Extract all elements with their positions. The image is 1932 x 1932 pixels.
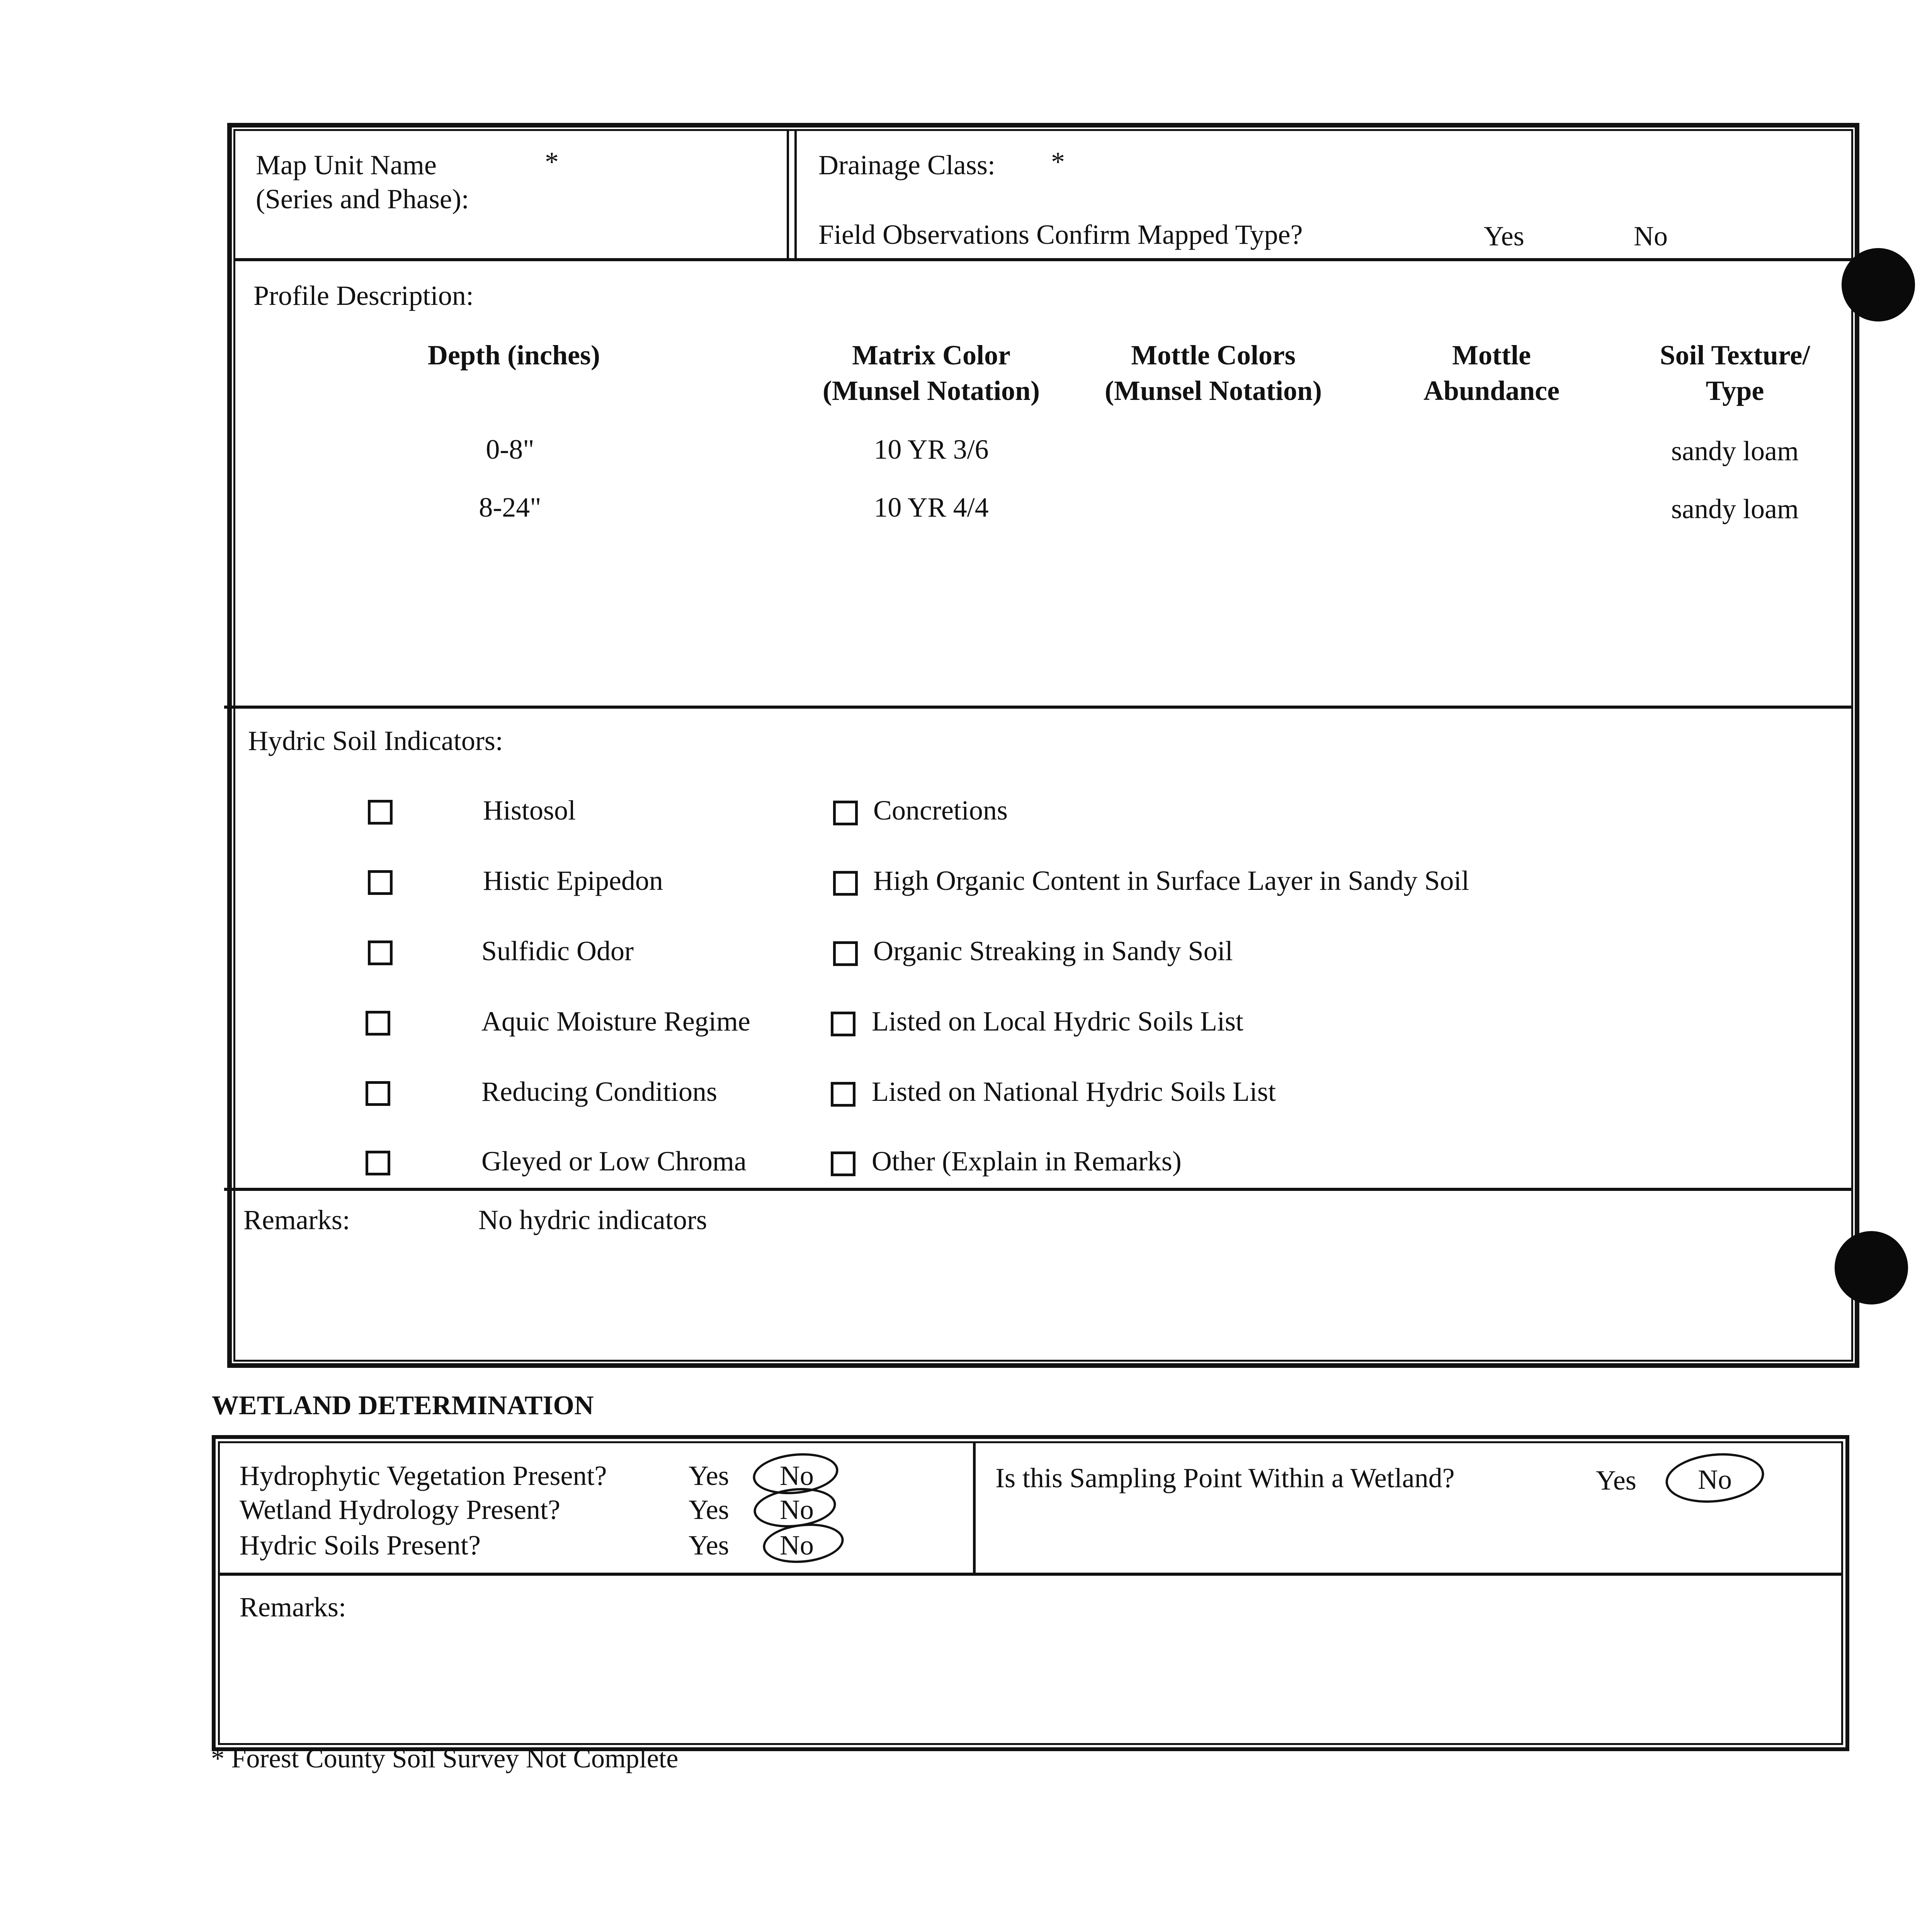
map-unit-name-label: Map Unit Name xyxy=(256,150,437,180)
header-vertical-rule-a xyxy=(787,129,789,260)
wetland-question-no: No xyxy=(780,1460,814,1491)
row-matrix-color: 10 YR 3/6 xyxy=(874,434,989,465)
indicator-label: Other (Explain in Remarks) xyxy=(872,1146,1182,1177)
wetland-vertical-rule xyxy=(973,1441,976,1575)
wetland-question-yes: Yes xyxy=(689,1494,729,1525)
field-observations-no: No xyxy=(1634,221,1668,252)
indicator-label: Listed on National Hydric Soils List xyxy=(872,1076,1276,1107)
map-unit-name-value: * xyxy=(545,146,559,177)
wetland-question-label: Wetland Hydrology Present? xyxy=(240,1494,561,1525)
wetland-question-yes: Yes xyxy=(689,1460,729,1491)
checkbox-histic-epipedon[interactable] xyxy=(368,870,393,895)
indicator-label: Concretions xyxy=(873,795,1008,826)
sampling-point-yes: Yes xyxy=(1596,1465,1636,1496)
checkbox-concretions[interactable] xyxy=(833,801,858,825)
row-depth: 8-24" xyxy=(479,492,541,523)
map-unit-name-sublabel: (Series and Phase): xyxy=(256,184,469,214)
checkbox-local-hydric-list[interactable] xyxy=(831,1012,855,1036)
wetland-question-label: Hydrophytic Vegetation Present? xyxy=(240,1460,607,1491)
wetland-middle-rule xyxy=(218,1573,1843,1576)
row-matrix-color: 10 YR 4/4 xyxy=(874,492,989,523)
indicator-label: Organic Streaking in Sandy Soil xyxy=(873,935,1233,966)
col-depth-header: Depth (inches) xyxy=(428,340,600,371)
indicator-label: Histosol xyxy=(483,795,576,826)
hydric-indicators-label: Hydric Soil Indicators: xyxy=(248,725,503,756)
indicator-label: Aquic Moisture Regime xyxy=(481,1006,750,1037)
field-observations-question: Field Observations Confirm Mapped Type? xyxy=(818,219,1303,250)
checkbox-other[interactable] xyxy=(831,1151,855,1176)
indicator-label: Gleyed or Low Chroma xyxy=(481,1146,747,1177)
wetland-question-no: No xyxy=(780,1494,814,1525)
drainage-class-label: Drainage Class: xyxy=(818,150,995,180)
col-texture-header-1: Soil Texture/ xyxy=(1660,340,1810,371)
checkbox-aquic-moisture-regime[interactable] xyxy=(366,1011,390,1036)
checkbox-organic-streaking[interactable] xyxy=(833,941,858,966)
binder-hole xyxy=(1842,248,1915,321)
drainage-class-value: * xyxy=(1051,146,1065,177)
footnote: * Forest County Soil Survey Not Complete xyxy=(211,1744,679,1774)
checkbox-histosol[interactable] xyxy=(368,800,393,825)
checkbox-national-hydric-list[interactable] xyxy=(831,1082,855,1107)
header-vertical-rule-b xyxy=(794,129,797,260)
checkbox-high-organic-content[interactable] xyxy=(833,871,858,896)
binder-hole xyxy=(1835,1231,1908,1304)
indicator-label: Listed on Local Hydric Soils List xyxy=(872,1006,1243,1037)
col-matrix-color-header-1: Matrix Color xyxy=(852,340,1010,371)
wetland-question-no: No xyxy=(780,1530,814,1561)
field-observations-yes: Yes xyxy=(1484,221,1524,252)
row-texture: sandy loam xyxy=(1671,493,1799,524)
checkbox-gleyed-low-chroma[interactable] xyxy=(366,1151,390,1175)
indicator-label: Histic Epipedon xyxy=(483,865,663,896)
col-matrix-color-header-2: (Munsel Notation) xyxy=(823,375,1040,406)
sampling-point-no: No xyxy=(1698,1464,1732,1495)
col-mottle-colors-header-2: (Munsel Notation) xyxy=(1105,375,1322,406)
wetland-question-label: Hydric Soils Present? xyxy=(240,1530,481,1561)
col-texture-header-2: Type xyxy=(1706,375,1764,406)
remarks-value: No hydric indicators xyxy=(478,1204,707,1235)
profile-bottom-rule xyxy=(224,706,1853,709)
wetland-heading: WETLAND DETERMINATION xyxy=(212,1391,594,1420)
wetland-question-yes: Yes xyxy=(689,1530,729,1561)
col-mottle-colors-header-1: Mottle Colors xyxy=(1131,340,1296,371)
col-mottle-abundance-header-1: Mottle xyxy=(1452,340,1531,371)
remarks-label: Remarks: xyxy=(243,1204,350,1235)
row-depth: 0-8" xyxy=(486,434,534,465)
sampling-point-question: Is this Sampling Point Within a Wetland? xyxy=(995,1463,1455,1493)
indicator-label: High Organic Content in Surface Layer in Sandy Soil xyxy=(873,865,1469,896)
profile-description-label: Profile Description: xyxy=(253,280,474,311)
indicator-label: Sulfidic Odor xyxy=(481,935,634,966)
row-texture: sandy loam xyxy=(1671,435,1799,466)
checkbox-reducing-conditions[interactable] xyxy=(366,1081,390,1106)
remarks-top-rule xyxy=(224,1188,1853,1191)
checkbox-sulfidic-odor[interactable] xyxy=(368,940,393,965)
indicator-label: Reducing Conditions xyxy=(481,1076,717,1107)
header-bottom-rule xyxy=(233,258,1853,261)
wetland-remarks-label: Remarks: xyxy=(240,1592,346,1622)
col-mottle-abundance-header-2: Abundance xyxy=(1423,375,1560,406)
